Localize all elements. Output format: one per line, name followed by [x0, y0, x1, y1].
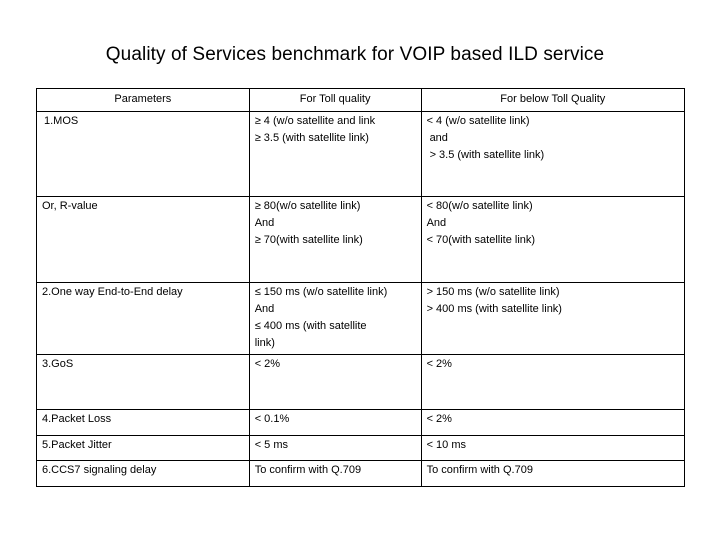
cell-parameter: [37, 112, 250, 197]
cell-line: 6.CCS7 signaling delay: [42, 464, 157, 476]
cell-line: And: [254, 303, 275, 315]
page-title: Quality of Services benchmark for VOIP based ILD service: [105, 44, 605, 65]
cell-parameter: [37, 355, 250, 410]
cell-line: ≥ 80(w/o satellite link): [254, 200, 361, 212]
cell-line: 1.MOS: [44, 115, 79, 127]
qos-benchmark-table: [36, 88, 685, 487]
cell-line: and: [429, 132, 448, 144]
cell-line: < 4 (w/o satellite link): [426, 115, 530, 127]
cell-line: To confirm with Q.709: [426, 464, 533, 476]
cell-line: < 10 ms: [426, 439, 466, 451]
cell-below-toll: [421, 283, 684, 355]
table-header-row: [37, 89, 685, 112]
cell-line: < 0.1%: [254, 413, 290, 425]
cell-parameter: [37, 283, 250, 355]
cell-line: link): [254, 337, 275, 349]
cell-line: > 400 ms (with satellite link): [426, 303, 562, 315]
cell-line: 5.Packet Jitter: [42, 439, 112, 451]
table-row-packet-jitter: [37, 436, 685, 461]
cell-line: < 2%: [426, 413, 452, 425]
cell-below-toll: [421, 112, 684, 197]
cell-line: ≤ 150 ms (w/o satellite link): [254, 286, 388, 298]
cell-toll: [249, 197, 421, 283]
table-row-packet-loss: [37, 410, 685, 436]
table-row-delay: [37, 283, 685, 355]
cell-toll: [249, 461, 421, 487]
cell-line: To confirm with Q.709: [254, 464, 362, 476]
cell-line: ≤ 400 ms (with satellite: [254, 320, 367, 332]
table-row-mos: [37, 112, 685, 197]
cell-below-toll: [421, 197, 684, 283]
cell-parameter: [37, 461, 250, 487]
table-row-r-value: [37, 197, 685, 283]
cell-line: 2.One way End-to-End delay: [42, 286, 183, 298]
cell-line: ≥ 70(with satellite link): [254, 234, 363, 246]
cell-line: < 80(w/o satellite link): [426, 200, 533, 212]
cell-line: > 3.5 (with satellite link): [429, 149, 545, 161]
cell-line: > 150 ms (w/o satellite link): [426, 286, 560, 298]
table-row-ccs7: [37, 461, 685, 487]
cell-parameter: [37, 410, 250, 436]
cell-line: Or, R-value: [42, 200, 98, 212]
cell-toll: [249, 410, 421, 436]
cell-parameter: [37, 436, 250, 461]
cell-line: ≥ 4 (w/o satellite and link: [254, 115, 376, 127]
cell-below-toll: [421, 461, 684, 487]
cell-line: 3.GoS: [42, 358, 74, 370]
cell-line: < 5 ms: [254, 439, 289, 451]
cell-toll: [249, 112, 421, 197]
cell-parameter: [37, 197, 250, 283]
cell-line: < 2%: [426, 358, 452, 370]
cell-below-toll: [421, 355, 684, 410]
header-parameters: Parameters: [37, 89, 250, 112]
cell-toll: [249, 283, 421, 355]
cell-below-toll: [421, 410, 684, 436]
table-row-gos: [37, 355, 685, 410]
cell-line: 4.Packet Loss: [42, 413, 112, 425]
header-below-toll-quality: For below Toll Quality: [421, 89, 684, 112]
cell-toll: [249, 355, 421, 410]
cell-toll: [249, 436, 421, 461]
cell-below-toll: [421, 436, 684, 461]
header-toll-quality: For Toll quality: [249, 89, 421, 112]
cell-line: < 70(with satellite link): [426, 234, 536, 246]
cell-line: < 2%: [254, 358, 281, 370]
cell-line: And: [426, 217, 447, 229]
cell-line: And: [254, 217, 275, 229]
cell-line: ≥ 3.5 (with satellite link): [254, 132, 369, 144]
